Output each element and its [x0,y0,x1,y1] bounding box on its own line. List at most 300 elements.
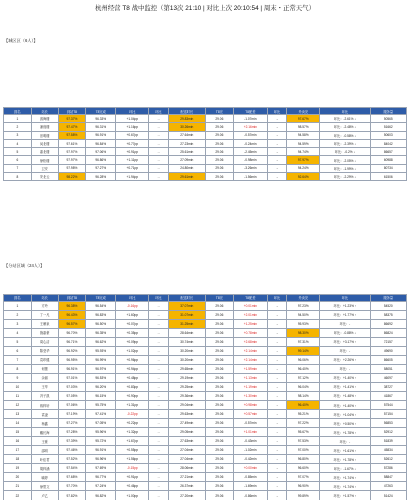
table-cell: 29.63min [168,410,205,419]
table-cell: -0.57min [233,131,267,139]
table-row [4,446,407,455]
table-cell: 1 [4,115,32,123]
table-cell: +0.35pp [116,328,149,337]
table-cell: 26.37min [168,482,205,491]
table-cell: 57286 [370,464,406,473]
table-cell: 52912 [370,428,406,437]
table-cell: -0.42min [233,455,267,464]
table-cell: → [149,464,168,473]
table-row [4,473,407,482]
table-cell: 95.72% [86,437,116,446]
column-header[interactable]: 排名 [4,108,32,115]
table-row [4,148,407,156]
table-cell: 环比：-1.99% ↓ [320,164,370,172]
table-cell: 徐思文 [31,482,58,491]
table-cell: +0.09pp [116,337,149,346]
column-header[interactable]: 环比 [320,295,370,302]
table-cell: 25.61min [168,148,205,156]
column-header[interactable]: 配送时长 [168,108,205,115]
table-cell: 19 [4,464,32,473]
table-cell: -1.02min [233,446,267,455]
table-cell: 97.01% [58,373,86,382]
table-cell: → [149,328,168,337]
table-cell: +0.83pp [116,382,149,391]
table-cell: 27.04min [168,446,205,455]
table-cell: +0.57min [233,410,267,419]
column-header[interactable]: 配送时长 [168,295,205,302]
table-row [4,328,407,337]
table-cell: 29.36min [168,391,205,400]
table-cell: 环比：+1.40% ↑ [320,401,370,410]
table-cell: +1.30min [233,391,267,400]
table-cell: 29.06 [205,328,233,337]
table-cell: -0.86min [233,491,267,500]
table-cell: 57544 [370,401,406,410]
table-cell: 97.06% [86,148,116,156]
column-header[interactable]: 环比 [149,295,168,302]
table-cell: 94.74% [287,148,320,156]
table-cell: 80734 [370,164,406,172]
table-cell: → [267,310,286,319]
table-cell: 6 [4,156,32,164]
table-cell: +0.94pp [116,364,149,373]
table-cell: 97.24% [86,482,116,491]
table-cell: 方玲 [31,301,58,310]
table-row [4,115,407,123]
table-cell: -1.07min [233,115,267,123]
table-cell: 29.06 [205,148,233,156]
table-cell: 50603 [370,131,406,139]
column-header[interactable]: 外卖完 [287,295,320,302]
table-cell: -0.43min [233,437,267,446]
table-cell: 6 [4,346,32,355]
table-cell: 蒋梓轩 [31,401,58,410]
table-cell: → [149,355,168,364]
table-cell: 97.31% [287,337,320,346]
table-cell: 王华 [31,382,58,391]
table-cell: → [149,373,168,382]
table-cell: 45834 [370,446,406,455]
table-cell: 96.97% [86,364,116,373]
table-cell: 96.28% [86,173,116,181]
table-cell: 卢乙 [31,491,58,500]
table-row [4,382,407,391]
table-cell: 97.19% [58,410,86,419]
column-header[interactable]: 排名 [4,295,32,302]
table-cell: 27.63min [168,437,205,446]
table-cell: 27.64min [168,131,205,139]
table-cell: 29.06 [205,156,233,164]
column-header[interactable]: T8完成 [86,108,116,115]
table-cell: 8 [4,364,32,373]
table-cell: 28.64min [168,328,205,337]
table-cell: 1 [4,301,32,310]
column-header[interactable]: T8完 [205,295,233,302]
table-cell: 96.35% [86,328,116,337]
table-cell: 29.06 [205,301,233,310]
table-cell: 96.54% [86,301,116,310]
table-cell: → [149,437,168,446]
table-cell: 97.54% [58,464,86,473]
table-cell: 95.93% [287,319,320,328]
table-cell: → [267,301,286,310]
table-cell: 嘉北楼 [31,148,58,156]
table-cell: → [267,156,286,164]
table-cell: 95.21% [287,410,320,419]
table-cell: +1.01min [233,428,267,437]
table-cell: 49690 [370,346,406,355]
table-row [4,139,407,147]
table-row [4,401,407,410]
column-header[interactable]: T8完 [205,108,233,115]
table-cell: → [267,382,286,391]
table-cell: +0.96pp [116,355,149,364]
table-cell: 喻婷 [31,473,58,482]
table-cell: 94.50% [287,310,320,319]
table-cell: 徐松楼 [31,156,58,164]
table-cell: 96.96% [86,455,116,464]
table-cell: → [267,373,286,382]
table-cell: 丁一凡 [31,310,58,319]
table-cell: 29.06 [205,464,233,473]
table-cell: 97.05% [58,391,86,400]
table-cell: +0.48pp [116,373,149,382]
table-cell: 环比：+1.41% ↑ [320,382,370,391]
table-row [4,482,407,491]
table-cell: 环比：+1.40% ↑ [320,373,370,382]
table-cell: → [149,446,168,455]
table-cell: 96.90% [287,482,320,491]
table-cell: 环比：-0.2% ↓ [320,148,370,156]
table-cell: → [149,455,168,464]
column-header[interactable]: T8配差 [233,295,267,302]
table-cell: 环比：-2.05% ↓ [320,156,370,164]
table-cell: 29.06 [205,428,233,437]
table-cell: 41867 [370,391,406,400]
table-cell: 环比：+1.74% ↑ [320,482,370,491]
column-header[interactable]: 环比 [267,295,286,302]
table-cell: 5 [4,148,32,156]
table-cell: 18 [4,455,32,464]
table-cell: -0.24min [233,139,267,147]
table-cell: → [267,419,286,428]
table-row [4,131,407,139]
table-cell: 20 [4,473,32,482]
table-cell: 38727 [370,382,406,391]
table-cell: 环比：-0.58% ↓ [320,131,370,139]
table-cell: 环比：-2.61% ↓ [320,115,370,123]
table-cell: 99.89% [287,491,320,500]
table-row [4,319,407,328]
table-cell: 52612 [370,455,406,464]
table-cell: → [149,148,168,156]
column-header[interactable]: 环比 [320,108,370,115]
table-cell: → [267,355,286,364]
table-cell: +1.60pp [116,310,149,319]
table-cell: 22 [4,491,32,500]
table-cell: 97.97% [287,156,320,164]
table-cell: 29.06 [205,337,233,346]
column-header[interactable]: T8配差 [233,108,267,115]
table-cell: 环比：+1.77% ↑ [320,310,370,319]
table-cell: 环比：+1.57% ↑ [320,491,370,500]
table-cell: 95.93% [86,346,116,355]
table-cell: 叶佳君 [31,455,58,464]
table-cell: 29.06 [205,482,233,491]
table-cell: → [267,337,286,346]
table-cell: 7 [4,164,32,172]
table-cell: 13 [4,410,32,419]
table-cell: → [149,156,168,164]
table-cell: 29.04min [168,401,205,410]
table-row [4,419,407,428]
table-cell: 29.25min [168,382,205,391]
table-cell: -0.85min [233,473,267,482]
table-cell: 27.49min [168,419,205,428]
table-cell: 环比：- [320,364,370,373]
table-cell: 86692 [370,319,406,328]
table-cell: -3.26min [233,164,267,172]
column-header[interactable]: 外卖完 [287,108,320,115]
column-header[interactable]: 环比 [116,108,149,115]
table-row [4,410,407,419]
table-cell: → [267,131,286,139]
column-header[interactable]: 服务量 [370,295,406,302]
table-cell: 61506 [370,173,406,181]
table-cell: → [149,491,168,500]
table-cell: 97.05% [86,419,116,428]
table-cell: 97.97% [58,148,86,156]
table-cell: 96.92% [58,346,86,355]
table-cell: 10 [4,382,32,391]
table-cell: 4 [4,328,32,337]
table-cell: 86824 [370,328,406,337]
table-cell: 5 [4,337,32,346]
column-header[interactable]: 站长 [31,295,58,302]
column-header[interactable]: 到站T8 [58,295,86,302]
table-cell: 29.06 [205,139,233,147]
table-cell: +1.31pp [116,401,149,410]
table-cell: 60988 [370,156,406,164]
table-cell: +1.19min [233,382,267,391]
table-cell: 2 [4,310,32,319]
table-cell: → [267,428,286,437]
table-cell: 31.25min [168,319,205,328]
table-row [4,156,407,164]
table-cell: 14 [4,419,32,428]
table-cell: -1.56min [233,173,267,181]
table-cell: 95.96% [86,428,116,437]
table-cell: 46097 [370,373,406,382]
table-cell: 97.97% [58,156,86,164]
table-cell: 97.68% [58,473,86,482]
table-row [4,164,407,172]
table-cell: 94.58% [287,131,320,139]
table-cell: 94.59% [287,139,320,147]
table-cell: 29.61min [168,173,205,181]
table-cell: 97.03% [58,382,86,391]
table-cell: 92.64% [287,173,320,181]
table-cell: 96.70% [58,328,86,337]
table-cell: 环比：-1.67% ↓ [320,464,370,473]
table-cell: 4 [4,139,32,147]
table-cell: 86657 [370,148,406,156]
column-header[interactable]: 环比 [149,108,168,115]
table-cell: 96.38% [58,301,86,310]
table-cell: 96.91% [86,131,116,139]
table-cell: 97.27% [58,419,86,428]
table-cell: 余丽 [31,373,58,382]
table-cell: 56853 [370,419,406,428]
table-cell: 86605 [370,355,406,364]
table-cell: → [149,410,168,419]
table-cell: 47263 [370,482,406,491]
table-cell: 15 [4,428,32,437]
table-cell: +2.14min [233,346,267,355]
table-cell: 29.65min [168,364,205,373]
table-cell: 陈莹华 [31,346,58,355]
table-cell: 胡梓涵 [31,464,58,473]
table-cell: 环比：+3.17% ↑ [320,337,370,346]
column-header[interactable]: 环比 [267,108,286,115]
table-row [4,464,407,473]
table-cell: 环比：-0.88% ↓ [320,328,370,337]
table-row [4,437,407,446]
table-cell: 99.14% [287,346,320,355]
table-cell: 袁印健 [31,355,58,364]
table-cell: 97.53% [287,437,320,446]
table-cell: → [149,419,168,428]
table-cell: 27.09min [168,156,205,164]
table-cell: → [267,173,286,181]
table-cell: 96.83% [86,310,116,319]
table-cell: -0.15pp [116,464,149,473]
table-cell: → [267,473,286,482]
table-cell: +0.07pp [116,319,149,328]
table-cell: 29.06 [205,373,233,382]
table-cell: → [149,139,168,147]
table-cell: 袁凌 [31,410,58,419]
table-cell: → [267,437,286,446]
table-cell: 邵明 [31,446,58,455]
substation-table [3,294,407,500]
table-cell: 97.07% [287,473,320,482]
column-header[interactable]: 到站T8 [58,108,86,115]
table-cell: 29.06 [205,310,233,319]
table-cell: 29.06 [205,401,233,410]
table-cell: 29.06 [205,491,233,500]
table-cell: 环比：+2.26% ↑ [320,355,370,364]
table-cell: 8 [4,173,32,181]
table-cell: 97.46% [58,446,86,455]
table-cell: 97.47% [58,123,86,131]
table-cell: 84042 [370,139,406,147]
table-cell: 98.14% [287,391,320,400]
table-cell: 96.04% [287,382,320,391]
table-cell: → [267,148,286,156]
table-cell: +1.67pp [116,437,149,446]
table-cell: 29.06 [205,419,233,428]
table-cell: +1.32pp [116,428,149,437]
table-cell: → [149,482,168,491]
table-cell: 29.06 [205,455,233,464]
table-cell: 27.04min [168,455,205,464]
table-cell: 96.50% [86,319,116,328]
table-cell: +1.04pp [116,115,149,123]
table-cell: +0.77pp [116,139,149,147]
table-cell: +1.59min [233,364,267,373]
table-cell: -0.16pp [116,301,149,310]
column-header[interactable]: 服务量 [370,108,406,115]
table-cell: 环比：+1.74% ↑ [320,473,370,482]
table-cell: → [149,401,168,410]
table-cell: +0.78min [233,328,267,337]
table-cell: 12 [4,401,32,410]
column-header[interactable]: T8完成 [86,295,116,302]
table-cell: 96.31% [86,123,116,131]
table-cell: → [267,346,286,355]
table-cell: +0.22pp [116,419,149,428]
table-cell: 51839 [370,437,406,446]
table-cell: 环比：+1.78% ↑ [320,428,370,437]
table-cell: 96.15% [86,391,116,400]
table-cell: 环比：- [320,437,370,446]
table-cell: → [267,391,286,400]
table-cell: 97.27% [86,164,116,172]
table-cell: 97.58% [58,131,86,139]
table-cell: 21 [4,482,32,491]
table-cell: -1.69min [233,482,267,491]
table-cell: → [149,391,168,400]
urban-station-table [3,107,407,181]
table-cell: +0.91pp [116,473,149,482]
table-cell: +0.01min [233,301,267,310]
table-row [4,391,407,400]
table-cell: 96.84% [86,139,116,147]
table-cell: 29.06 [205,382,233,391]
table-cell: +0.00min [233,464,267,473]
table-cell: → [267,410,286,419]
table-cell: 7 [4,355,32,364]
table-cell: 环比：-2.48% ↓ [320,123,370,131]
table-cell: → [267,464,286,473]
table-cell: → [149,164,168,172]
table-cell: +1.94pp [116,173,149,181]
table-cell: 闵北楼 [31,139,58,147]
table-cell: 29.06 [205,319,233,328]
column-header[interactable]: 站长 [31,108,58,115]
table-cell: +2.68min [233,337,267,346]
table-cell: 29.06 [205,123,233,131]
table-cell: 2 [4,123,32,131]
table-cell: 96.99% [86,355,116,364]
table-cell: 27.21min [168,473,205,482]
table-cell: 30.20min [168,355,205,364]
table-cell: 冯子凯 [31,391,58,400]
table-row [4,428,407,437]
table-cell: 94.24% [287,164,320,172]
table-cell: +1.02pp [116,346,149,355]
table-row [4,364,407,373]
table-cell: 97.00% [287,446,320,455]
table-cell: 31.07min [168,310,205,319]
table-cell: 96.20% [86,382,116,391]
table-cell: +1.11pp [116,156,149,164]
table-cell: 98.57% [287,123,320,131]
table-cell: 29.06 [205,446,233,455]
table-cell: 96.40% [287,401,320,410]
column-header[interactable]: 环比 [116,295,149,302]
